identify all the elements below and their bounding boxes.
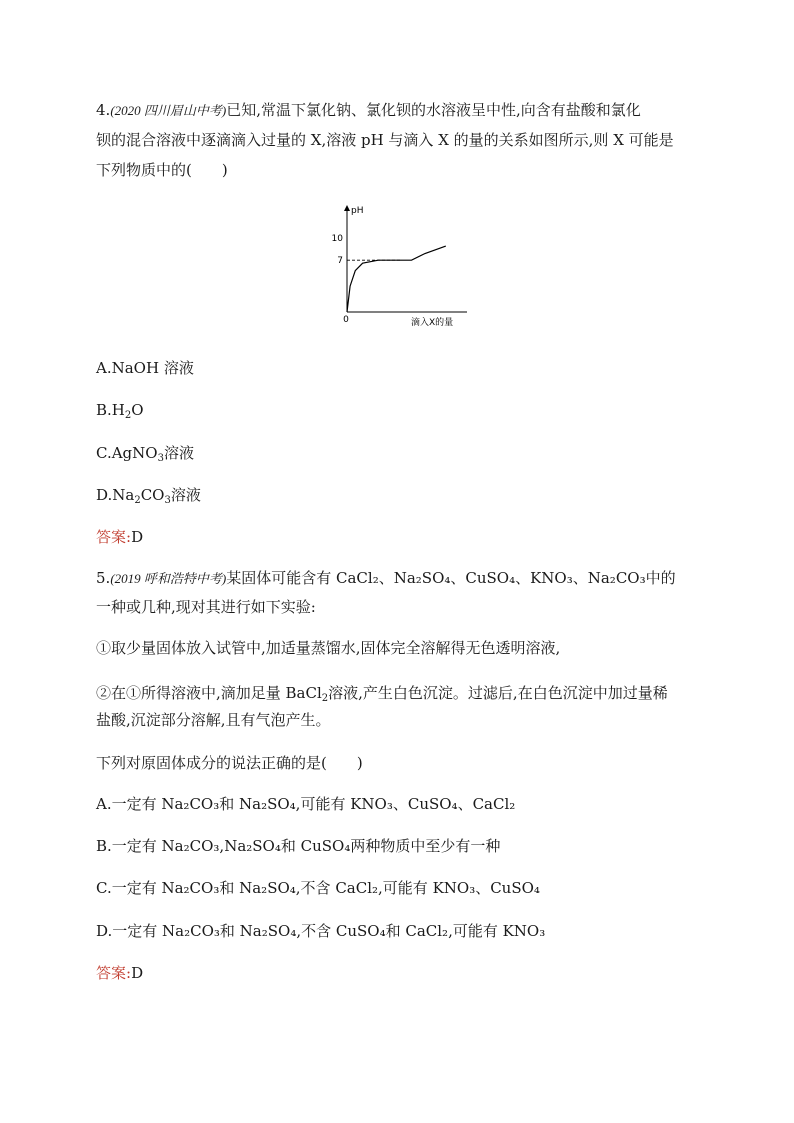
q4-stem-line3: 下列物质中的( ) bbox=[96, 161, 228, 179]
q5-intro-text1: 某固体可能含有 CaCl₂、Na₂SO₄、CuSO₄、KNO₃、Na₂CO₃中的 bbox=[226, 569, 676, 587]
q5-answer bbox=[96, 963, 143, 983]
origin-label: 0 bbox=[343, 315, 349, 325]
q5-step2-line2: 盐酸,沉淀部分溶解,且有气泡产生。 bbox=[96, 711, 331, 729]
q4-number: 4. bbox=[96, 101, 111, 119]
y-axis-label: pH bbox=[351, 206, 364, 216]
ph-chart bbox=[325, 200, 475, 330]
q4-stem-line2: 钡的混合溶液中逐滴滴入过量的 X,溶液 pH 与滴入 X 的量的关系如图所示,则 X 可能是 bbox=[96, 131, 674, 149]
q4-option-c: C.AgNO$_3$溶液 bbox=[96, 444, 194, 464]
q5-answer-label: 答案: bbox=[96, 964, 132, 982]
q5-question: 下列对原固体成分的说法正确的是( ) bbox=[96, 754, 363, 772]
q5-source: (2019 呼和浩特中考) bbox=[110, 571, 227, 586]
q5-option-b: B.一定有 Na₂CO₃,Na₂SO₄和 CuSO₄两种物质中至少有一种 bbox=[96, 837, 501, 855]
q4-stem-text1: 已知,常温下氯化钠、氯化钡的水溶液呈中性,向含有盐酸和氯化 bbox=[226, 101, 641, 119]
q5-step2-line1: ②在①所得溶液中,滴加足量 BaCl$_2$溶液,产生白色沉淀。过滤后,在白色沉淀中加过量稀 bbox=[96, 684, 668, 704]
q4-stem-line1 bbox=[96, 100, 700, 121]
q5-stem-line1 bbox=[96, 568, 676, 589]
q5-option-c: C.一定有 Na₂CO₃和 Na₂SO₄,不含 CaCl₂,可能有 KNO₃、CuSO₄ bbox=[96, 879, 540, 897]
q4-option-a: A.NaOH 溶液 bbox=[96, 359, 194, 377]
q5-number: 5. bbox=[96, 569, 111, 587]
q5-step1: ①取少量固体放入试管中,加适量蒸馏水,固体完全溶解得无色透明溶液, bbox=[96, 639, 561, 657]
ph-curve bbox=[347, 246, 446, 312]
q4-answer-value: D bbox=[131, 528, 144, 546]
q4-source: (2020 四川眉山中考) bbox=[110, 103, 227, 118]
q5-stem-line2: 一种或几种,现对其进行如下实验: bbox=[96, 598, 316, 616]
y-tick-7: 7 bbox=[337, 256, 343, 267]
q5-option-a: A.一定有 Na₂CO₃和 Na₂SO₄,可能有 KNO₃、CuSO₄、CaCl₂ bbox=[96, 795, 516, 813]
q5-answer-value: D bbox=[131, 964, 144, 982]
q5-option-d: D.一定有 Na₂CO₃和 Na₂SO₄,不含 CuSO₄和 CaCl₂,可能有 KNO₃ bbox=[96, 922, 546, 940]
y-tick-10: 10 bbox=[331, 234, 343, 244]
q4-answer bbox=[96, 527, 143, 547]
q4-option-b: $B.H_2O$ bbox=[96, 401, 144, 421]
q4-option-d: $D.Na_2CO_3$溶液 bbox=[96, 486, 201, 506]
x-axis-label: 滴入X的量 bbox=[411, 318, 454, 328]
q4-answer-label: 答案: bbox=[96, 528, 132, 546]
